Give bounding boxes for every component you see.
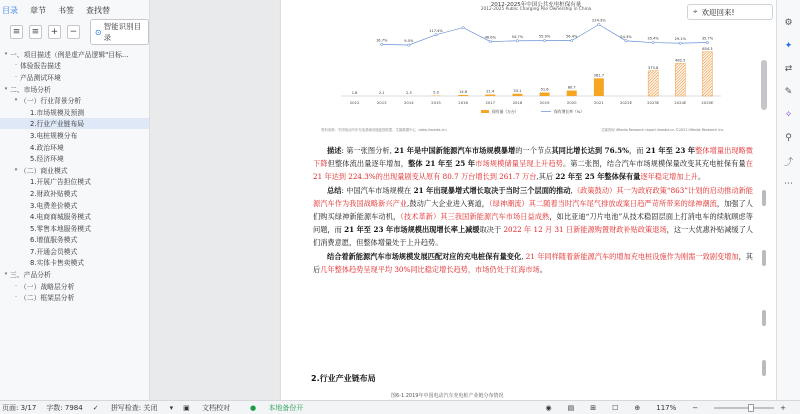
scroll-marker (762, 190, 766, 206)
outline-item-label: 2.财政补贴模式 (30, 189, 78, 198)
tree-leaf-icon[interactable]: - (15, 294, 17, 301)
document-page[interactable] (281, 0, 791, 400)
zoom-slider-knob[interactable] (748, 404, 754, 412)
outline-item[interactable] (0, 141, 149, 153)
chevron-down-icon[interactable]: ▾ (4, 271, 8, 278)
outline-item[interactable] (0, 268, 149, 280)
settings-icon[interactable]: ⚙ (784, 18, 793, 28)
outline-item-label: 1.市场规模及预测 (30, 108, 85, 117)
chart-tick-label: 2025E (701, 100, 714, 105)
scroll-marker (762, 310, 766, 326)
smart-recognize-icon: ⊙ (94, 27, 102, 37)
chart-tick-label: 2015 (431, 100, 441, 105)
outline-item[interactable] (0, 152, 149, 164)
translate-icon[interactable]: ⇄ (784, 64, 793, 74)
chart-title: 2012-2025年中国公共充电桩保有量 (490, 2, 582, 8)
chart-data-label: 5.0 (433, 90, 439, 95)
chart-rate-label: 56.4% (566, 34, 578, 39)
outline-item-label: 2.行业产业链布局 (30, 120, 85, 129)
chart-tick-label: 2023E (647, 100, 660, 105)
chart-data-label: 2.3 (405, 90, 412, 95)
chart-bar (567, 91, 577, 96)
outline-item[interactable] (0, 94, 149, 106)
tab-toc[interactable]: 目录 (2, 5, 18, 15)
chart-tick-label: 2017 (485, 100, 496, 105)
chart-bar (594, 78, 604, 96)
chevron-down-icon[interactable]: ▾ (4, 85, 8, 92)
chart-tick-label: 2022E (619, 100, 633, 105)
tab-find-replace[interactable]: 查找替 (86, 5, 110, 15)
outline-item[interactable] (0, 222, 149, 234)
outline-item-label: （二）框架层分析 (20, 294, 75, 303)
chart-bar (485, 95, 495, 96)
chart-rate-label: 16.7% (376, 38, 388, 43)
outline-item-label: 5.零售本地服务模式 (30, 224, 91, 233)
outline-item[interactable] (0, 164, 149, 176)
section-heading: 2.行业产业链布局 (311, 374, 376, 383)
collapse-all-icon[interactable]: ≡ (29, 25, 42, 39)
tree-leaf-icon[interactable]: - (15, 62, 17, 69)
status-bar (0, 400, 800, 414)
paragraph-summary: 总结: 中国汽车市场规模在 21 年出现暴增式增长取决于当时三个层面的推动,（政策鼓动）其一为政府政策“863”计划的启动推动新能源汽车作为我国战略新兴产业,鼓动广大企业进入赛道，（绿神潮流）其二随着当时汽车尾气排放或案日趋严苛所带来的绿神潮流，加强了人们购买绿神新能源车动机，（技术革新）其三我国新能源汽车市场日益成熟，如比亚迪“刀片电池”从技术稳固层面上打消电车的续航顾虑等问题，而 21 年至 23 年市场规模出现增长率上减缓取决于 2022 年 12 月 31 日新能源购置财政补贴政策退场，这一大优惠补贴减缓了人们消费意愿，但整体增量处于上升趋势。 (313, 185, 753, 248)
scrollbar-thumb[interactable] (761, 60, 767, 110)
chart-bar (458, 95, 468, 96)
backup-check-icon: ● (250, 403, 259, 412)
outline-item-label: （一）战略层分析 (20, 282, 75, 291)
backup-status[interactable] (250, 403, 313, 413)
outline-item[interactable] (0, 176, 149, 188)
word-count[interactable]: 字数: 7984 (46, 403, 83, 412)
outline-item-label: 8.实体卡售卖模式 (30, 259, 85, 268)
pin-icon[interactable]: ⚲ (785, 133, 792, 143)
tree-leaf-icon[interactable]: - (15, 73, 17, 80)
legend-swatch-bars (481, 110, 489, 113)
location-pin-icon: ⌖ (693, 7, 698, 16)
chart-point (706, 41, 708, 43)
chart-rate-label: 9.5% (404, 39, 414, 44)
outline-item[interactable] (0, 199, 149, 211)
chart-tick-label: 2014 (404, 100, 414, 105)
outline-item-label: 3.电桩规模分布 (30, 131, 78, 140)
chart-point (462, 26, 464, 28)
backup-label: 本地备份开 (268, 403, 304, 412)
outline-item[interactable] (0, 106, 149, 118)
chart-point (543, 39, 545, 41)
navigation-panel (0, 0, 150, 400)
read-mode-icon[interactable]: ☐ (612, 403, 619, 412)
body-text (313, 144, 753, 276)
chart-bar (648, 71, 658, 96)
chart-point (381, 43, 383, 45)
chart-tick-label: 2016 (458, 100, 468, 105)
status-right (545, 401, 796, 414)
chart-brand: 艾媒咨询 iiMedia Research report.iimedia.cn ©2022 iiMedia Research Inc. (601, 128, 725, 132)
chart-data-label: 482.5 (675, 58, 686, 63)
chart-data-label: 21.4 (486, 89, 495, 94)
chart-tick-label: 2018 (512, 100, 523, 105)
chart-rate-label: 224.3% (592, 18, 606, 23)
chart-point (652, 41, 654, 43)
outline-item-label: 1.开展广告担位模式 (30, 178, 91, 187)
outline-item[interactable] (0, 234, 149, 246)
chart-rate-label: 54.7% (511, 34, 524, 39)
outline-item-label: 体验报告描述 (20, 62, 61, 71)
proofread-icon: ▣ (183, 403, 192, 412)
chart-data-label: 2.1 (378, 90, 385, 95)
chart-data-label: 373.8 (647, 65, 659, 70)
chart-point (489, 40, 491, 42)
outline-item[interactable] (0, 280, 149, 292)
outline-item[interactable] (0, 60, 149, 72)
tab-bookmarks[interactable]: 书签 (58, 5, 74, 15)
chart-rate-label: 117.4% (429, 28, 443, 33)
share-icon[interactable]: ⤴ (783, 157, 793, 168)
vertical-scrollbar[interactable] (760, 0, 768, 400)
chart-point (679, 42, 681, 44)
edit-icon[interactable]: ✎ (784, 87, 793, 97)
nav-tabs (0, 0, 149, 20)
chart-tick-label: 2021 (594, 100, 604, 105)
outline-item[interactable] (0, 210, 149, 222)
outline-item[interactable] (0, 245, 149, 257)
outline-tree (0, 44, 149, 303)
chart-rate-label: 29.1% (674, 37, 686, 42)
more-icon[interactable]: ⋯ (784, 179, 793, 189)
outline-item[interactable] (0, 71, 149, 83)
chart-tick-label: 2019 (539, 100, 550, 105)
chart-rate-label: 35.7% (701, 36, 714, 41)
proofread[interactable] (183, 403, 240, 413)
outline-item[interactable] (0, 291, 149, 303)
chart-tick-label: 2013 (376, 100, 387, 105)
welcome-box[interactable] (687, 4, 773, 20)
figure-caption: 图6-1 2019年中国电动汽车充电桩产业链分布情况 (391, 393, 504, 399)
chart-point (571, 39, 573, 41)
chart-tick-label: 2012 (349, 100, 360, 105)
chart-point (516, 40, 518, 42)
right-tool-rail (776, 0, 800, 400)
chart-data-label: 33.1 (513, 88, 522, 93)
chart-rate-label: 54.3% (620, 34, 632, 39)
outline-item-label: 三、产品分析 (10, 271, 51, 280)
chart-point (408, 44, 410, 46)
scroll-marker (762, 360, 766, 376)
view-icon[interactable]: ◉ (545, 403, 552, 412)
globe-icon[interactable]: ⊕ (634, 403, 641, 412)
outline-item-label: （一）行业背景分析 (20, 97, 82, 106)
welcome-text: 欢迎回来! (701, 7, 735, 17)
chart-tick-label: 2024E (674, 100, 687, 105)
web-layout-icon[interactable]: ⊞ (590, 403, 597, 412)
chevron-down-icon[interactable]: ▾ (14, 166, 18, 173)
chart-figure (301, 0, 771, 136)
ai-assist-icon[interactable]: ✦ (784, 41, 793, 51)
spell-check-label: 拼写检查: 关闭 (110, 403, 158, 412)
chart-bar (512, 94, 522, 96)
chevron-down-icon[interactable]: ▾ (4, 50, 8, 57)
spell-check[interactable]: ✓ 拼写检查: 关闭 ▾ (92, 403, 174, 412)
paragraph-conclusion: 结合着新能源汽车市场规模发展匹配对应的充电桩保有量变化, 21 年同样随着新能源汽车的增加充电桩设施作为刚需一致剧变增加，其后几年整体趋势呈现平均 30%同比稳定增长趋势，市场仍处于红海市场。 (313, 251, 753, 274)
outline-item[interactable] (0, 83, 149, 95)
outline-item-label: 3.电费差价模式 (30, 201, 78, 210)
document-area[interactable] (151, 0, 791, 400)
legend-label: 保有增长率（%） (554, 109, 585, 114)
scroll-marker (762, 250, 766, 266)
outline-item[interactable] (0, 187, 149, 199)
chart-svg (301, 0, 771, 136)
outline-item[interactable] (0, 118, 149, 130)
magic-icon[interactable]: ✧ (784, 110, 793, 120)
chart-rate-label: 35.4% (647, 36, 659, 41)
outline-item-label: 二、市场分析 (10, 85, 51, 94)
legend-label: 保有量（万台） (492, 109, 519, 114)
chart-point (435, 34, 437, 36)
outline-item[interactable] (0, 129, 149, 141)
chevron-down-icon[interactable]: ▾ (14, 97, 18, 104)
outline-item-label: 一、项目描述（例是虚产品逻辑"目标... (10, 50, 129, 59)
outline-item-label: 6.增值服务模式 (30, 236, 78, 245)
outline-toolbar (0, 20, 149, 44)
outline-item-label: 4.政治环境 (30, 143, 64, 152)
zoom-in-button[interactable]: + (780, 403, 786, 412)
chart-source: 资料来源：中国电动汽车充电基础设施促进联盟、艾媒数据中心（data.iimedia.cn） (321, 128, 449, 132)
outline-item[interactable] (0, 48, 149, 60)
chart-rate-label: 55.9% (538, 34, 551, 39)
outline-item-label: （二）商业模式 (20, 166, 68, 175)
outline-item-label: 4.电商商城服务模式 (30, 213, 91, 222)
chart-data-label: 654.3 (702, 46, 713, 51)
chart-point (598, 23, 600, 25)
paragraph-description: 描述: 第一张图分析, 21 年是中国新能源汽车市场规模暴增的一个节点其同比增长达到 76.5%，而 21 年至 23 年整体增量出现略微下降但整体流出量逐年增加，整体 21 年至 25 年市场规模储量呈现上升趋势。第二张图，结合汽车市场规模保量改变其充电桩保有量在 21 年达到 224.3%的出现量剧变从原有 80.7 万台增长到 261.7 万台,其后 22 年至 25 年整体保有量逐年稳定增加上升。 (313, 146, 753, 182)
chart-point (625, 40, 627, 42)
proofread-label: 文档校对 (202, 403, 230, 412)
page-count[interactable]: 页面: 3/17 (2, 403, 37, 412)
tree-leaf-icon[interactable]: - (15, 282, 17, 289)
zoom-out-button[interactable]: − (692, 403, 699, 412)
chart-subtitle: 2012-2025 Public Charging Pile Ownership in China (480, 7, 592, 12)
zoom-slider[interactable] (714, 407, 774, 409)
smart-toc-label: 智能识别目录 (103, 22, 142, 42)
chart-bar (702, 52, 712, 96)
zoom-level[interactable]: 117% (656, 403, 677, 412)
outline-item-label: 5.经济环境 (30, 155, 64, 164)
layout-icon[interactable]: ▤ (567, 403, 575, 412)
add-heading-button[interactable]: + (48, 25, 61, 39)
chart-bar (675, 63, 685, 96)
chart-data-label: 51.6 (540, 87, 549, 92)
expand-all-icon[interactable]: ≡ (10, 25, 23, 39)
chart-data-label: 1.8 (351, 90, 358, 95)
spell-check-icon: ✓ (92, 403, 101, 412)
chart-tick-label: 2020 (566, 100, 577, 105)
outline-item-label: 7.开通会员模式 (30, 247, 78, 256)
chart-bar (540, 93, 550, 96)
chart-data-label: 80.7 (567, 85, 576, 90)
remove-heading-button[interactable]: − (67, 25, 80, 39)
chart-data-label: 261.7 (593, 73, 605, 78)
chart-data-label: 14.6 (459, 90, 468, 95)
outline-item-label: 产品测试环境 (20, 73, 61, 82)
smart-toc-button[interactable] (90, 19, 149, 45)
chart-rate-label: 46.6% (484, 35, 496, 40)
outline-item[interactable] (0, 257, 149, 269)
tab-chapters[interactable]: 章节 (30, 5, 46, 15)
